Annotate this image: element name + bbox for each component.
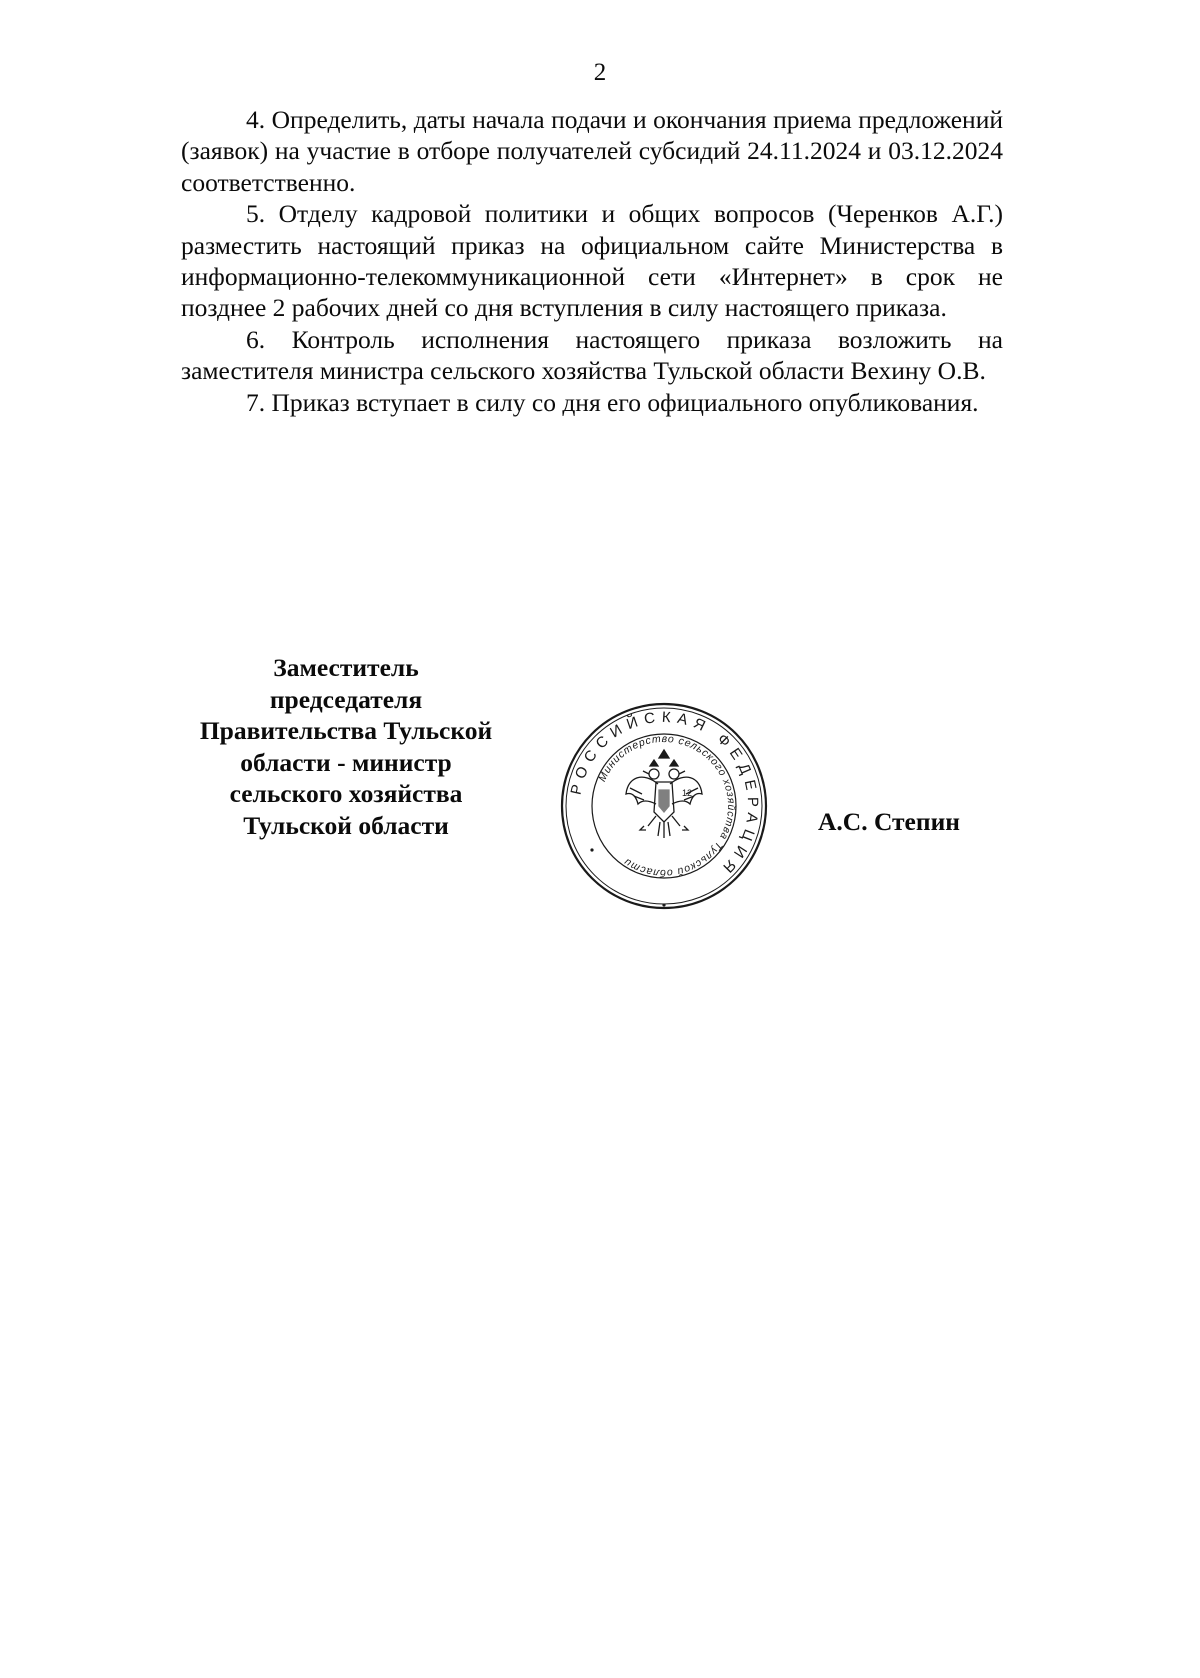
official-seal — [558, 700, 770, 912]
signer-title-line: Заместитель — [273, 653, 419, 682]
seal-number-text: 12 — [682, 788, 693, 798]
paragraph-7: 7. Приказ вступает в силу со дня его официального опубликования. — [246, 387, 979, 417]
signer-name: А.С. Степин — [818, 807, 960, 836]
signer-title — [166, 652, 526, 841]
paragraph-5: 5. Отделу кадровой политики и общих вопросов (Черенков А.Г.) разместить настоящий приказ на официальном сайте Министерства в информационно-телекоммуникационной сети «Интернет» в срок не позднее 2 рабочих дней со дня вступления в силу настоящего приказа. — [181, 199, 1003, 323]
seal-outer-text: РОССИЙСКАЯ ФЕДЕРАЦИЯ — [567, 708, 762, 881]
document-body — [181, 104, 1003, 418]
signer-title-line: Правительства Тульской — [199, 716, 493, 745]
signer-title-line: председателя — [269, 684, 423, 714]
signer-title-line: сельского хозяйства — [229, 779, 463, 808]
seal-inner-text: Министерство сельского хозяйства Тульской области — [596, 732, 738, 880]
signer-title-line: Тульской области — [243, 810, 449, 840]
signer-title-line: области - министр — [240, 747, 452, 777]
page-number: 2 — [593, 59, 607, 86]
paragraph-4: 4. Определить, даты начала подачи и окончания приема предложений (заявок) на участие в отборе получателей субсидий 24.11.2024 и 03.12.2024 соответственно. — [181, 105, 1003, 197]
paragraph-6: 6. Контроль исполнения настоящего приказа возложить на заместителя министра сельского хозяйства Тульской области Вехину О.В. — [181, 324, 1003, 386]
